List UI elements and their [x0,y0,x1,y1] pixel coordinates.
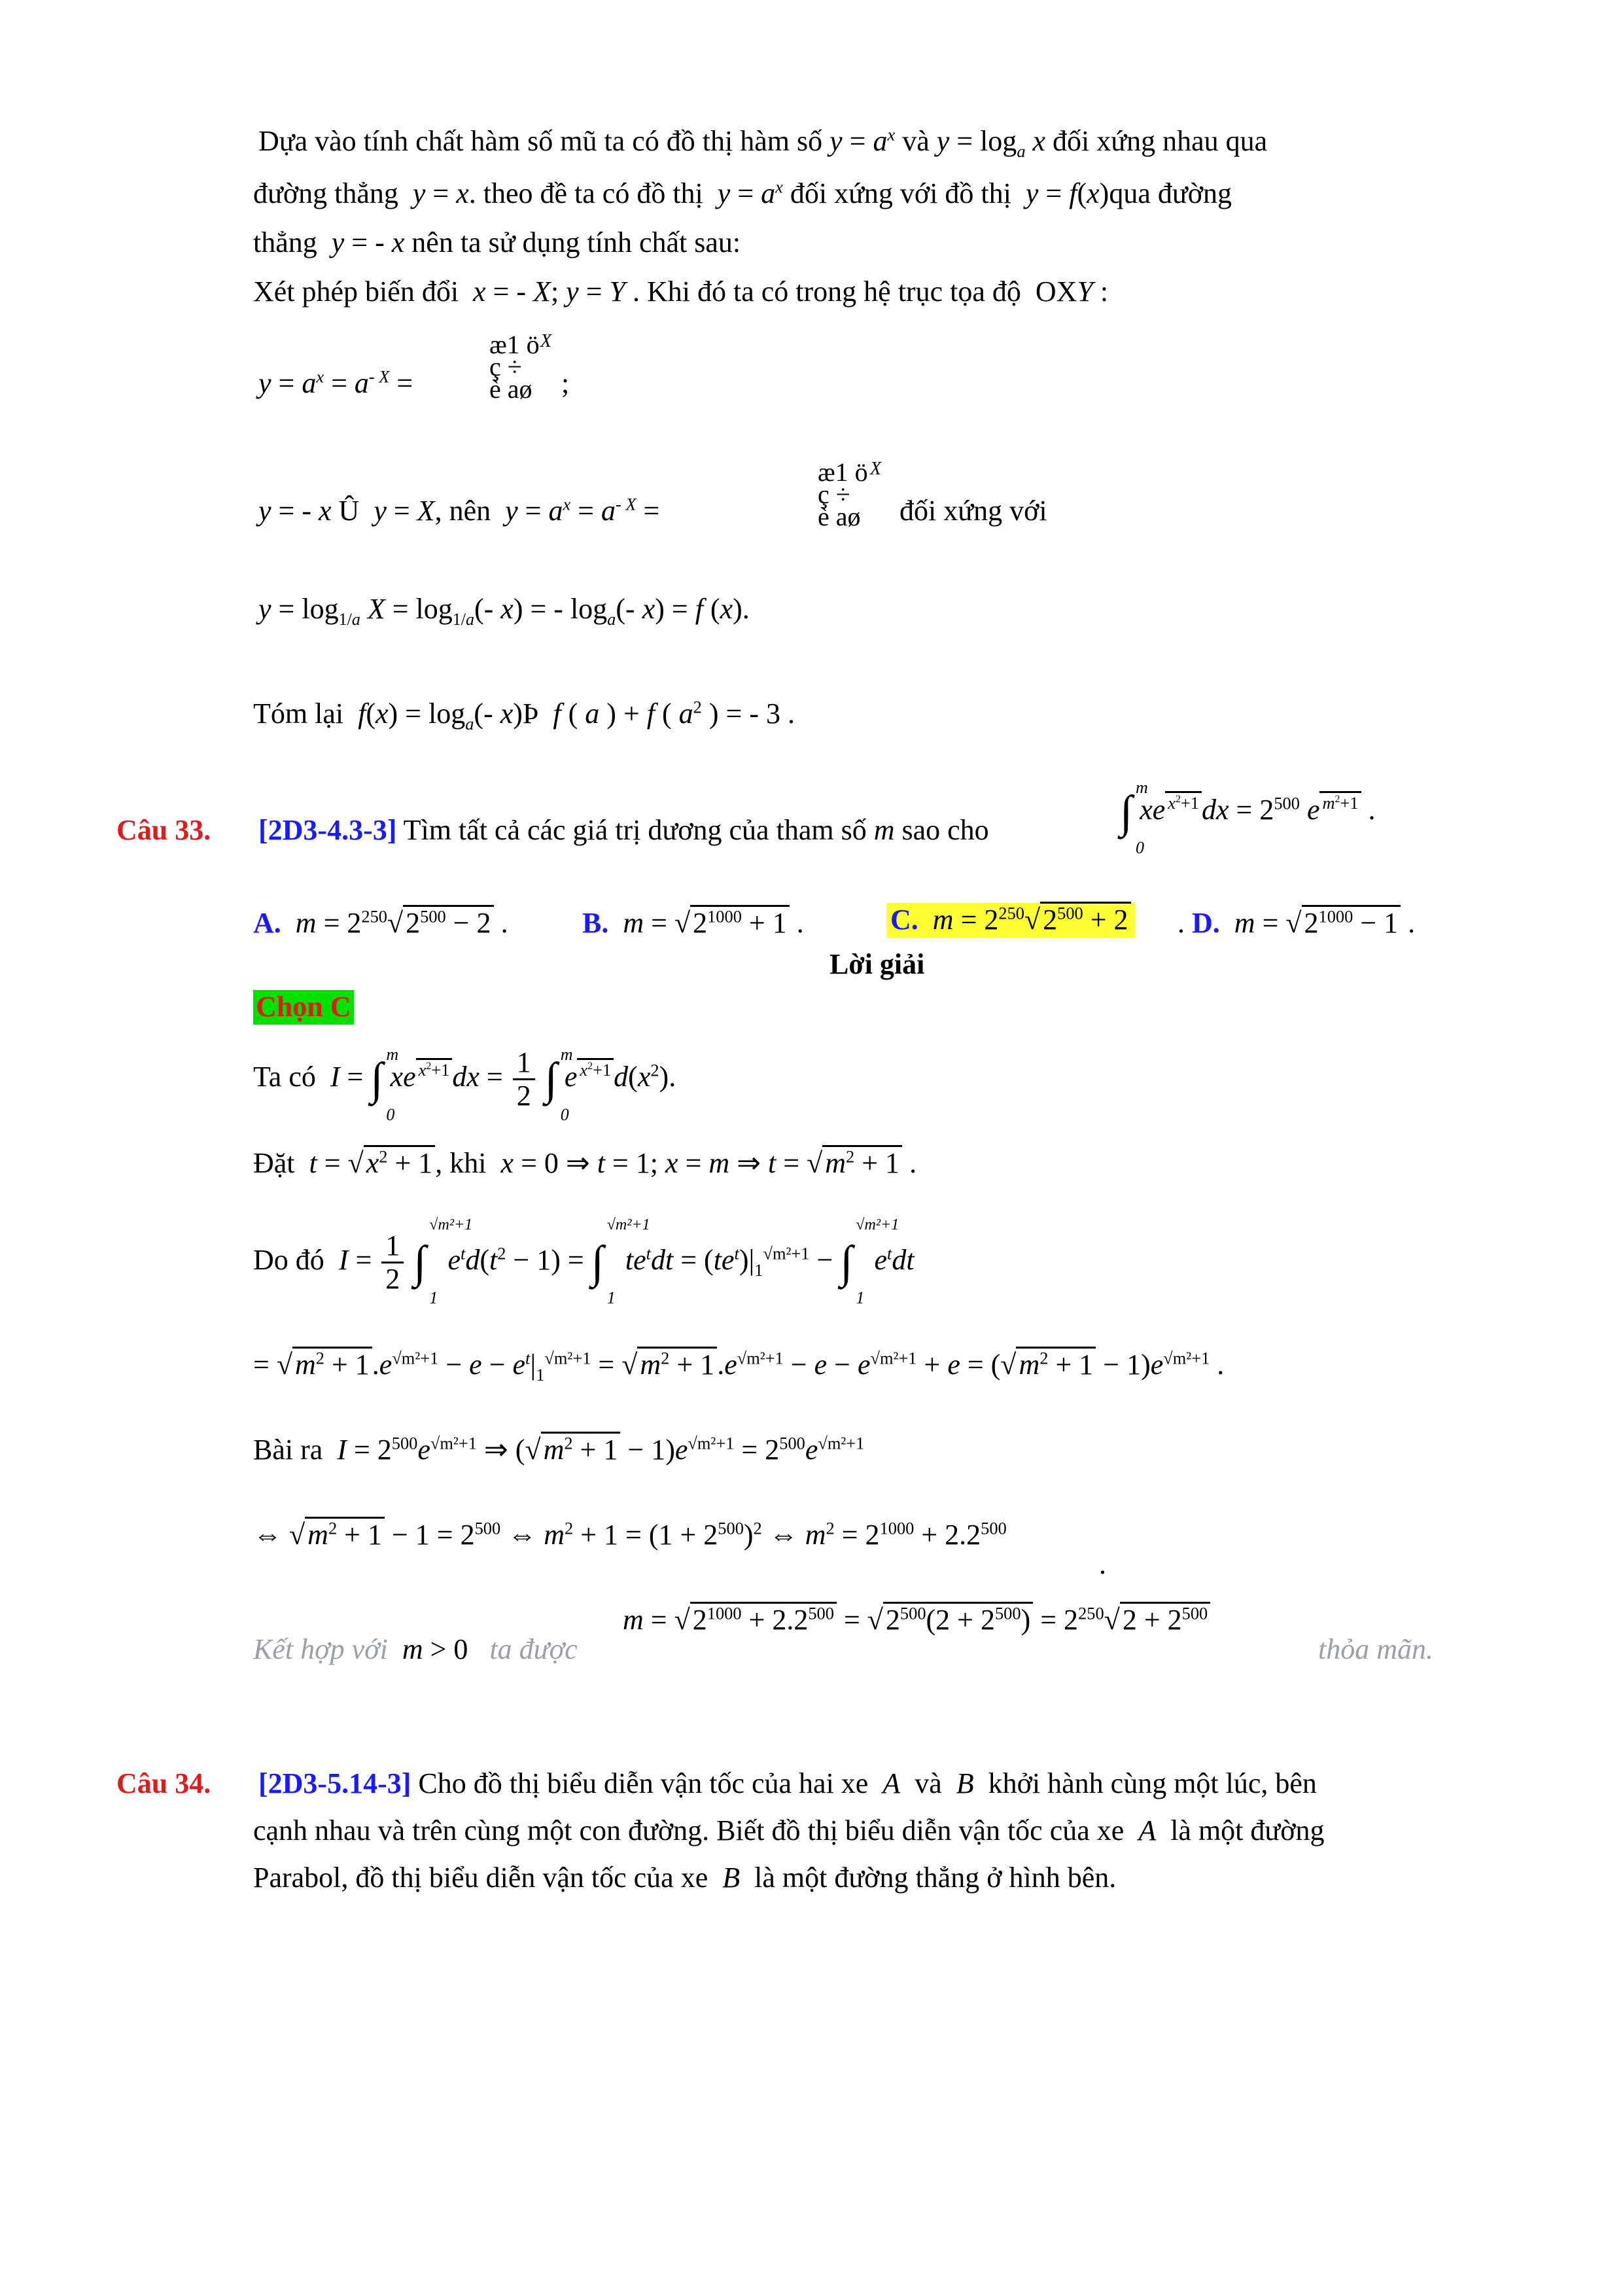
sol-line-equiv: ⇔ $√m^2 + 1 - 1 = 2^{500}$ ⇔ $m^2 + 1 = (1 + 2^{500})^2$ ⇔ $m^2 = 2^{1000} + 2.2^{500}$ [253,1518,1007,1553]
q33-code: [2D3-4.3-3] [258,814,397,846]
intro-line-4: Xét phép biến đổi x = - X; y = Y . Khi đó ta có trong hệ trục tọa độ OXY : [253,275,1109,308]
sol-line-kethop: Kết hợp với m > 0 ta được [253,1633,578,1665]
intro-equation-1: $y = a^x = a^{- X}$ = [258,366,413,399]
intro-text: Dựa vào tính chất hàm số mũ ta có đồ thị hàm số [258,125,823,157]
sol-final-m: $m = √2^{1000} + 2.2^{500} = √2^{500}(2 + 2^{500}) = 2^{250}√2 + 2^{500}$ [623,1603,1210,1638]
chosen-answer: Chọn C [253,990,354,1025]
q33-option-c[interactable]: C. $m = 2^{250}√2^{500} + 2$ [886,903,1135,938]
q33-label: Câu 33. [116,814,211,846]
q33-option-b[interactable]: B. $m = √2^{1000} + 1$ . [582,906,804,941]
q33-stem: [2D3-4.3-3] Tìm tất cả các giá trị dương của tham số m sao cho [258,814,989,846]
intro-line-3: thẳng y = - x nên ta sử dụng tính chất sau: [253,226,741,258]
garbled-exponent-2: X [870,459,882,479]
q34-label: Câu 34. [116,1767,211,1799]
sol-line-dat: Đặt $t = √x^2 + 1$, khi x = 0 ⇒ t = 1; x = m ⇒ $t = √m^2 + 1$ . [253,1146,916,1181]
garbled-fraction-2: æ1 ö ç ÷ è aø [818,457,868,531]
sol-line-expand: = $√m^2 + 1.e^{√m^2+1} - e - e^t|_1^{√m^2+1} = √m^2 + 1.e^{√m^2+1} - e - e^{√m^2+1} + e = (√m^2 + 1 - 1)e^{√m^2+1}$ . [253,1348,1224,1383]
intro-equation-2: y = - x Û y = X, nên $y = a^x = a^{- X}$ = [258,494,660,527]
q33-integral-condition: ∫ m 0 xe $^{x^2+1}dx = 2^{500}$ e $^{m^2+1}$ . [1120,778,1376,857]
tom-lai-line: Tóm lại $f(x) = \log_a(-$ x)Þ f ( a ) + f ( $a^2$ ) = - 3 . [253,697,795,733]
semicolon: ; [561,367,570,399]
garbled-exponent-1: X [540,331,552,351]
thoa-man: thỏa mãn. [1318,1633,1433,1665]
sol-line-baira: Bài ra $I = 2^{500}e^{√m^2+1}$ ⇒ $(√m^2 + 1 - 1)e^{√m^2+1} = 2^{500}e^{√m^2+1}$ [253,1433,864,1468]
garbled-fraction-1: æ1 ö ç ÷ è aø [489,330,540,404]
q34-line-3: Parabol, đồ thị biểu diễn vận tốc của xe B là một đường thẳng ở hình bên. [253,1862,1117,1894]
sol-line-dodo: Do đó I = $\frac{1}{2}$ ∫ √m²+1 1 $e^td(t^2 - 1)$ = ∫ √m²+1 1 $te^tdt = (te^t)|_1^{√m^2+1}$ − ∫ √m²+1 1 $e^tdt$ [253,1216,915,1307]
q33-option-a[interactable]: A. $m = 2^{250}√2^{500} - 2$ . [253,906,508,941]
doi-xung-voi: đối xứng với [899,495,1047,527]
q34-line-1: [2D3-5.14-3] Cho đồ thị biểu diễn vận tốc của hai xe A và B khởi hành cùng một lúc, bên [258,1767,1317,1799]
intro-equation-3: $y = \log_{1/a} X = \log_{1/a}(-$ x) = - $\log_a(-$ x) = f (x). [258,593,750,629]
q34-code: [2D3-5.14-3] [258,1767,411,1799]
q34-line-2: cạnh nhau và trên cùng một con đường. Biết đồ thị biểu diễn vận tốc của xe A là một đường [253,1814,1325,1846]
sol-line-taco: Ta có I = ∫ m 0 xe $^{x^2+1}$dx = $\frac{1}{2}$ ∫ m 0 e $^{x^2+1}d(x^2)$. [253,1044,676,1124]
dot-period: . [1099,1548,1106,1580]
intro-line-1: Dựa vào tính chất hàm số mũ ta có đồ thị hàm số $y = a^x$ và $y = \log_a x$ đối xứng nhau qua [258,124,1268,161]
q33-option-d[interactable]: . D. $m = √2^{1000} - 1$ . [1178,906,1415,941]
intro-line-2: đường thẳng y = x. theo đề ta có đồ thị $y = a^x$ đối xứng với đồ thị y = f(x)qua đường [253,177,1232,209]
solution-title: Lời giải [829,948,925,980]
